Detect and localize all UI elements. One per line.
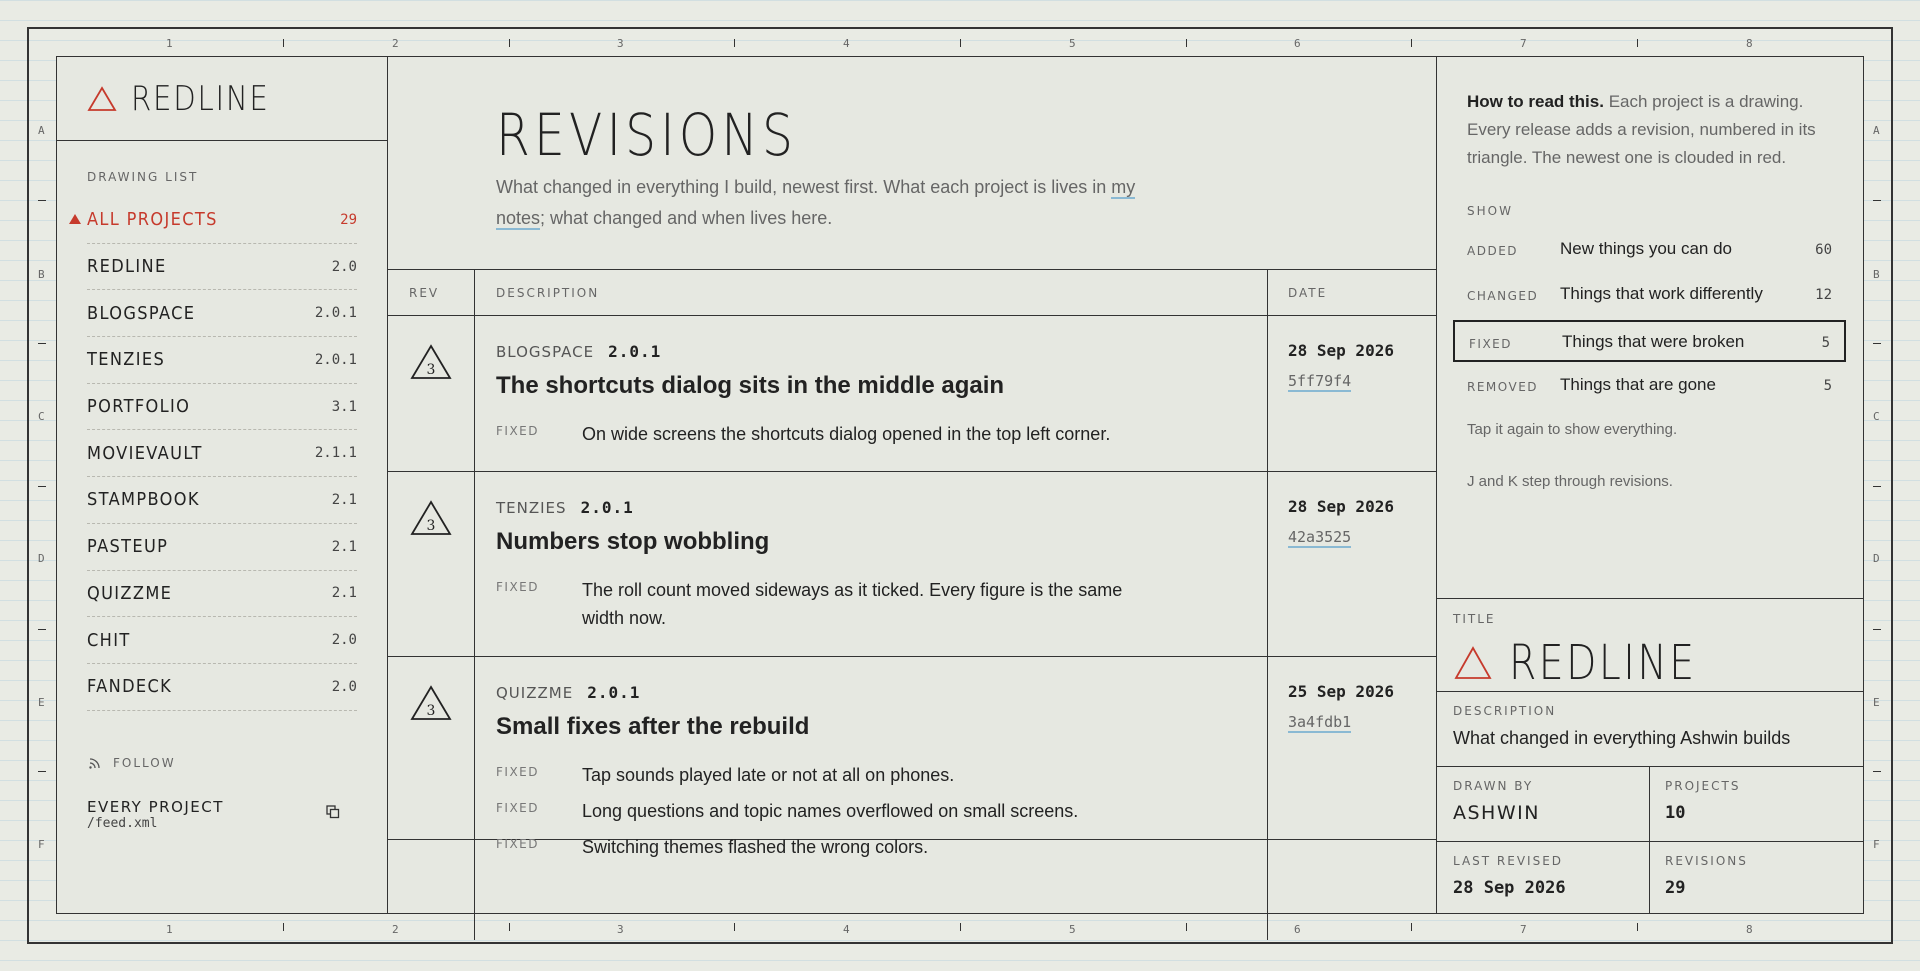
filter-label: Things that work differently [1560, 284, 1763, 303]
project-list-item[interactable] [87, 524, 357, 571]
drawn-by-label: DRAWN BY [1453, 779, 1534, 793]
revision-project [496, 498, 634, 517]
ruler-row-label: C [38, 410, 45, 423]
project-list-item[interactable] [87, 430, 357, 477]
revision-row[interactable] [388, 657, 1436, 857]
intro-text-end: ; what changed and when lives here. [540, 208, 833, 228]
ruler-column-label: 1 [166, 37, 173, 50]
project-name: BLOGSPACE [87, 302, 196, 324]
project-name: FANDECK [87, 676, 173, 698]
ruler-column-label: 6 [1294, 37, 1301, 50]
filter-added[interactable] [1453, 229, 1846, 271]
filter-count: 12 [1815, 287, 1832, 303]
change-text: Tap sounds played late or not at all on phones. [582, 765, 955, 785]
project-name: REDLINE [87, 256, 167, 278]
filter-tag: REMOVED [1467, 380, 1539, 394]
change-text: On wide screens the shortcuts dialog opened in the top left corner. [582, 424, 1111, 444]
project-name: MOVIEVAULT [87, 442, 203, 464]
change-text: The roll count moved sideways as it ticked. Every figure is the same width now. [582, 580, 1123, 628]
project-list-item[interactable] [87, 337, 357, 384]
revision-version: 2.0.1 [587, 683, 641, 702]
ruler-row-label: C [1873, 410, 1880, 423]
drawn-by-value: ASHWIN [1453, 802, 1540, 824]
revision-project [496, 342, 661, 361]
change-tag: FIXED [496, 801, 539, 815]
ruler-column-label: 2 [392, 37, 399, 50]
feed-path: /feed.xml [87, 816, 158, 831]
revision-number: 3 [426, 362, 436, 378]
project-version: 2.1 [331, 585, 357, 602]
commit-hash-link[interactable]: 3a4fdb1 [1288, 713, 1352, 731]
revision-version: 2.0.1 [580, 498, 634, 517]
column-description: DESCRIPTION [496, 286, 600, 300]
ruler-row-label: B [1873, 268, 1880, 281]
ruler-column-label: 5 [1069, 37, 1076, 50]
change-entry [496, 420, 1162, 448]
rss-icon [87, 755, 103, 771]
ruler-row-label: D [38, 552, 45, 565]
change-text: Long questions and topic names overflowed on small screens. [582, 801, 1079, 821]
ruler-column-label: 4 [843, 923, 850, 936]
title-label: TITLE [1453, 612, 1496, 626]
project-version: 3.1 [331, 398, 357, 415]
project-version: 2.1 [331, 538, 357, 555]
ruler-column-label: 8 [1746, 923, 1753, 936]
project-name: PASTEUP [87, 536, 169, 558]
drawing-list-label: DRAWING LIST [87, 170, 199, 184]
show-label: SHOW [1467, 204, 1513, 218]
change-entry [496, 761, 1162, 789]
feed-title: EVERY PROJECT [87, 798, 224, 816]
project-list-item[interactable] [87, 617, 357, 664]
revision-version: 2.0.1 [608, 342, 662, 361]
project-name: ALL PROJECTS [87, 209, 218, 231]
page-title: REVISIONS [496, 101, 798, 169]
ruler-row-label: F [38, 838, 45, 851]
title-block-title [1437, 598, 1864, 691]
filter-tag: ADDED [1467, 244, 1519, 258]
title-block-credits [1437, 766, 1864, 841]
revision-triangle-icon [409, 343, 453, 381]
change-entry [496, 576, 1162, 632]
ruler-column-label: 7 [1520, 37, 1527, 50]
filter-removed[interactable] [1453, 365, 1846, 407]
project-list-item[interactable] [87, 664, 357, 711]
title-block-divider [1649, 767, 1650, 841]
projects-value: 10 [1665, 803, 1686, 823]
revision-project-name: QUIZZME [496, 684, 574, 702]
ruler-row-label: E [1873, 696, 1880, 709]
revision-project-name: BLOGSPACE [496, 343, 595, 361]
project-list-item[interactable] [87, 477, 357, 524]
copy-icon[interactable] [325, 804, 341, 820]
revision-row[interactable] [388, 316, 1436, 472]
revision-number: 3 [426, 518, 436, 534]
filter-label: Things that were broken [1562, 332, 1745, 351]
ruler-column-label: 4 [843, 37, 850, 50]
revision-project [496, 683, 640, 702]
filter-tag: FIXED [1469, 337, 1512, 351]
ruler-column-label: 5 [1069, 923, 1076, 936]
column-rev: REV [409, 286, 440, 300]
revision-title: The shortcuts dialog sits in the middle again [496, 372, 1005, 399]
how-to-read-text: Each project is a drawing. Every release adds a revision, numbered in its triangle. The newest one is clouded in red. [1467, 92, 1816, 167]
revision-project-name: TENZIES [496, 499, 567, 517]
ruler-row-label: A [38, 124, 45, 137]
ruler-column-label: 1 [166, 923, 173, 936]
description-label: DESCRIPTION [1453, 704, 1557, 718]
legend-panel [1437, 57, 1864, 913]
intro-text: What changed in everything I build, newest first. What each project is lives in [496, 177, 1112, 197]
ruler-column-label: 3 [617, 923, 624, 936]
filter-fixed[interactable] [1453, 320, 1846, 362]
project-name: QUIZZME [87, 582, 173, 604]
ruler-row-label: E [38, 696, 45, 709]
ruler-column-label: 6 [1294, 923, 1301, 936]
sidebar-brand[interactable] [57, 57, 387, 141]
triangle-logo-icon [1453, 645, 1493, 681]
tap-note: Tap it again to show everything. [1467, 421, 1678, 438]
project-version: 2.0.1 [314, 305, 357, 322]
commit-hash-link[interactable]: 42a3525 [1288, 528, 1352, 546]
revision-title: Small fixes after the rebuild [496, 713, 810, 740]
column-date: DATE [1288, 286, 1328, 300]
revisions-value: 29 [1665, 878, 1686, 898]
commit-hash-link[interactable]: 5ff79f4 [1288, 372, 1352, 390]
change-tag: FIXED [496, 765, 539, 779]
project-list [87, 197, 357, 711]
revision-date: 28 Sep 2026 [1288, 497, 1394, 516]
project-list-item[interactable] [87, 571, 357, 618]
project-version: 2.0 [331, 258, 357, 275]
project-name: TENZIES [87, 349, 166, 371]
change-text: Switching themes flashed the wrong colors. [582, 837, 929, 857]
revision-row[interactable] [388, 472, 1436, 657]
filter-count: 5 [1823, 378, 1832, 394]
ruler-column-label: 8 [1746, 37, 1753, 50]
filter-changed[interactable] [1453, 274, 1846, 316]
revision-triangle-icon [409, 684, 453, 722]
sidebar [57, 57, 388, 913]
follow-label: FOLLOW [113, 756, 176, 770]
ruler-column-label: 2 [392, 923, 399, 936]
title-block-dates [1437, 841, 1864, 913]
how-to-read-heading: How to read this. [1467, 92, 1604, 111]
last-revised-value: 28 Sep 2026 [1453, 878, 1566, 898]
project-list-item[interactable] [87, 197, 357, 244]
keyboard-note: J and K step through revisions. [1467, 473, 1673, 490]
page-intro [496, 172, 1136, 234]
revision-date: 28 Sep 2026 [1288, 341, 1394, 360]
main-content [388, 57, 1437, 913]
filter-tag: CHANGED [1467, 289, 1539, 303]
project-version: 2.0 [331, 632, 357, 649]
change-tag: FIXED [496, 837, 539, 851]
filter-count: 60 [1815, 242, 1832, 258]
revision-triangle-icon [409, 499, 453, 537]
my-notes-link[interactable]: my notes [496, 177, 1136, 228]
ruler-row-label: A [1873, 124, 1880, 137]
ruler-column-label: 7 [1520, 923, 1527, 936]
description-value: What changed in everything Ashwin builds [1453, 728, 1791, 748]
revision-number: 3 [426, 703, 436, 719]
project-version: 29 [340, 211, 357, 228]
ruler-column-label: 3 [617, 37, 624, 50]
revision-title: Numbers stop wobbling [496, 528, 770, 555]
change-entry [496, 833, 1162, 861]
change-tag: FIXED [496, 424, 539, 438]
title-block-divider [1649, 842, 1650, 913]
active-marker-icon [69, 214, 81, 224]
title-block-name: REDLINE [1509, 635, 1697, 691]
project-version: 2.1 [331, 491, 357, 508]
filter-count: 5 [1821, 335, 1830, 351]
revision-date: 25 Sep 2026 [1288, 682, 1394, 701]
triangle-logo-icon [87, 86, 117, 112]
projects-label: PROJECTS [1665, 779, 1741, 793]
ruler-row-label: D [1873, 552, 1880, 565]
filter-label: New things you can do [1560, 239, 1732, 258]
follow-heading [87, 755, 176, 771]
last-revised-label: LAST REVISED [1453, 854, 1564, 868]
filter-label: Things that are gone [1560, 375, 1716, 394]
brand-name: REDLINE [131, 78, 270, 119]
title-block-description [1437, 691, 1864, 766]
project-name: CHIT [87, 629, 131, 651]
revisions-table-header [388, 269, 1436, 316]
feed-link[interactable] [87, 798, 357, 831]
title-value [1453, 635, 1738, 691]
project-name: STAMPBOOK [87, 489, 200, 511]
project-list-item[interactable] [87, 290, 357, 337]
project-list-item[interactable] [87, 244, 357, 291]
project-name: PORTFOLIO [87, 396, 191, 418]
drawing-sheet [56, 56, 1864, 914]
ruler-row-label: B [38, 268, 45, 281]
ruler-row-label: F [1873, 838, 1880, 851]
project-version: 2.0 [331, 678, 357, 695]
project-list-item[interactable] [87, 384, 357, 431]
change-tag: FIXED [496, 580, 539, 594]
revisions-label: REVISIONS [1665, 854, 1748, 868]
project-version: 2.1.1 [314, 445, 357, 462]
project-version: 2.0.1 [314, 351, 357, 368]
how-to-read [1467, 88, 1842, 172]
change-entry [496, 797, 1162, 825]
